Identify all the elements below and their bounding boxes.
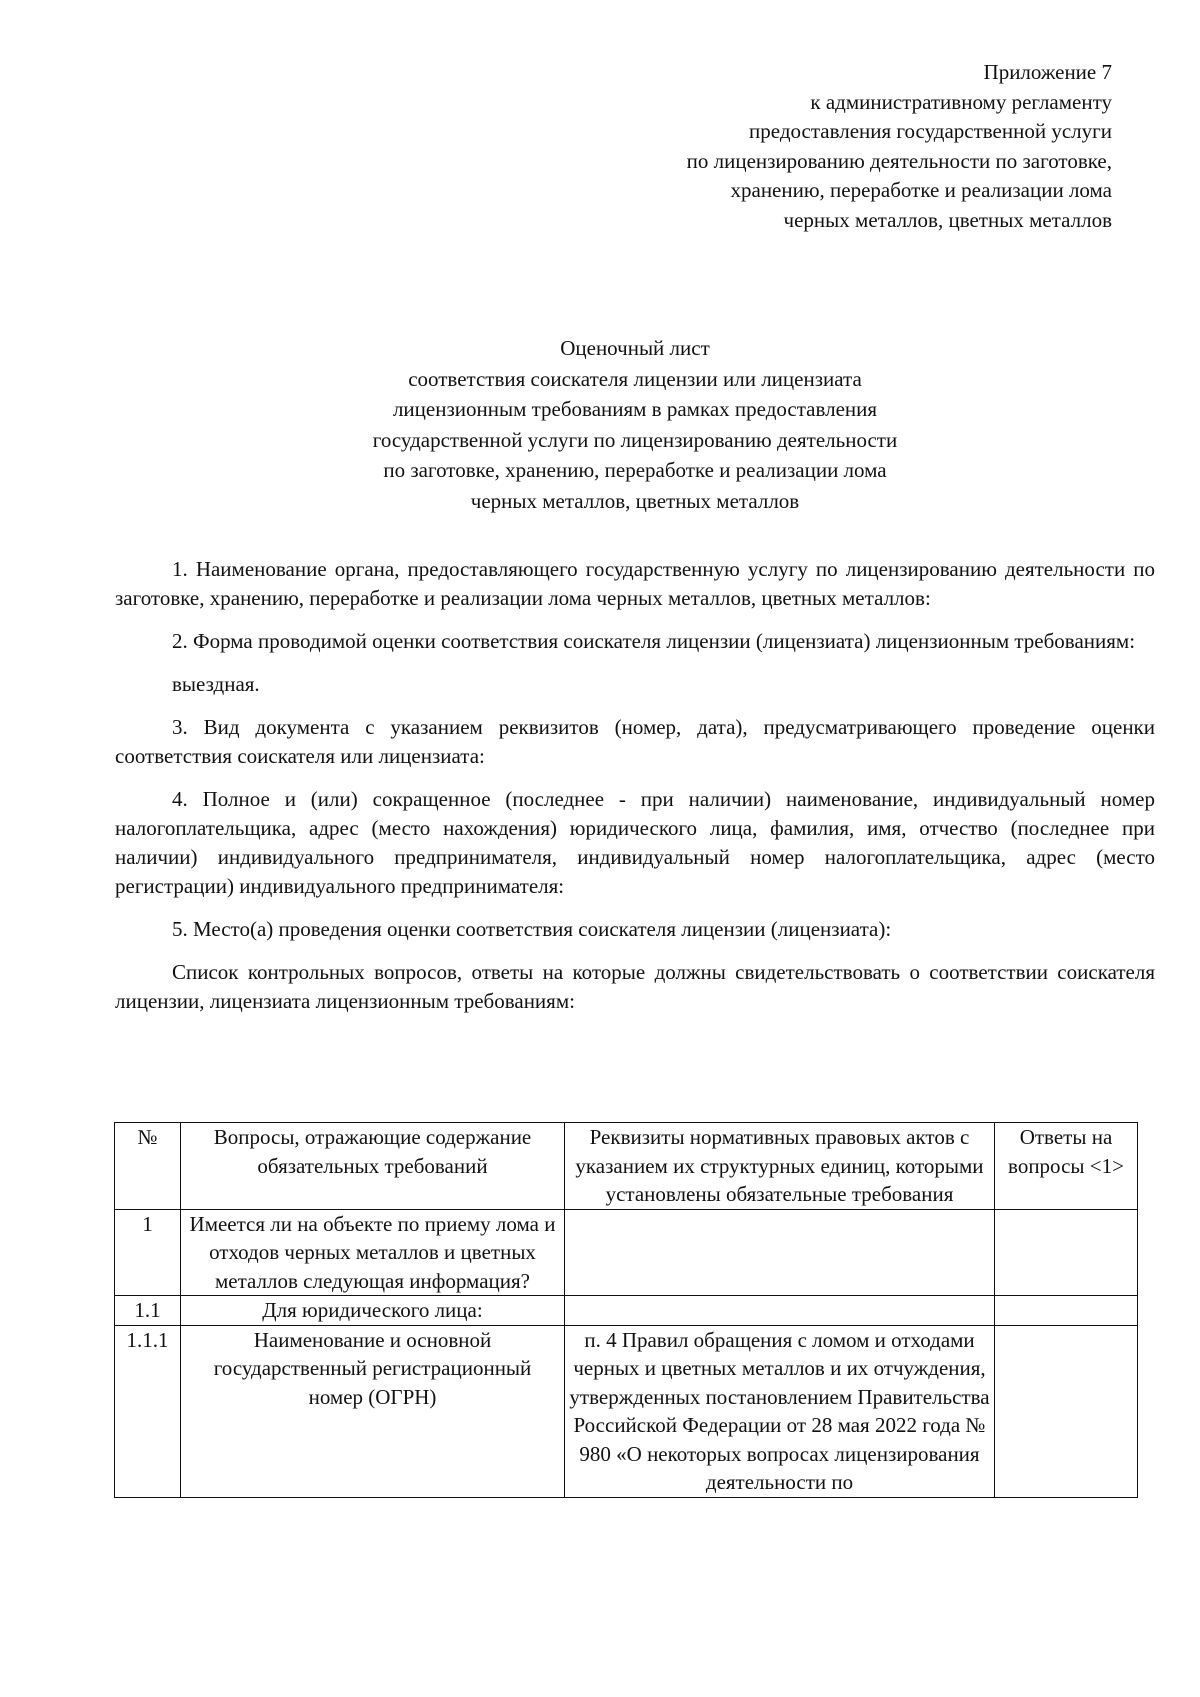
appendix-line: хранению, переработке и реализации лома <box>730 178 1112 203</box>
paragraph-document-type: 3. Вид документа с указанием реквизитов (номер, дата), предусматривающего проведение оценки соответствия соискателя или лицензиата: <box>115 715 1155 768</box>
appendix-line: по лицензированию деятельности по заготовке, <box>686 148 1112 173</box>
row-answer[interactable] <box>995 1296 1138 1326</box>
row-question: Имеется ли на объекте по приему лома и отходов черных металлов и цветных металлов следующая информация? <box>181 1209 565 1296</box>
header-requisites: Реквизиты нормативных правовых актов с указанием их структурных единиц, которыми установлены обязательные требования <box>565 1123 995 1210</box>
document-body <box>115 555 1155 1030</box>
row-requisites <box>565 1296 995 1326</box>
row-number: 1 <box>115 1209 181 1296</box>
row-number: 1.1.1 <box>115 1325 181 1497</box>
title-line: черных металлов, цветных металлов <box>470 488 800 513</box>
row-answer[interactable] <box>995 1325 1138 1497</box>
row-question: Наименование и основной государственный регистрационный номер (ОГРН) <box>181 1325 565 1497</box>
document-title <box>115 333 1155 517</box>
assessment-form-value: выездная. <box>172 672 260 696</box>
table-header-row <box>115 1123 1138 1210</box>
row-question: Для юридического лица: <box>181 1296 565 1326</box>
header-question: Вопросы, отражающие содержание обязательных требований <box>181 1123 565 1210</box>
table-row <box>115 1325 1138 1497</box>
title-line: соответствия соискателя лицензии или лицензиата <box>408 366 862 391</box>
row-requisites: п. 4 Правил обращения с ломом и отходами черных и цветных металлов и их отчуждения, утвержденных постановлением Правительства Российской Федерации от 28 мая 2022 года № 980 «О некоторых вопросах лицензирования деятельности по <box>565 1325 995 1497</box>
row-requisites <box>565 1209 995 1296</box>
title-line: государственной услуги по лицензированию деятельности <box>372 427 898 452</box>
row-number: 1.1 <box>115 1296 181 1326</box>
appendix-line: черных металлов, цветных металлов <box>783 207 1112 232</box>
title-line: Оценочный лист <box>560 336 710 360</box>
appendix-line: Приложение 7 <box>983 60 1112 84</box>
paragraph-assessment-place: 5. Место(а) проведения оценки соответствия соискателя лицензии (лицензиата): <box>172 917 892 941</box>
paragraph-question-list: Список контрольных вопросов, ответы на которые должны свидетельствовать о соответствии соискателя лицензии, лицензиата лицензионным требованиям: <box>115 960 1155 1013</box>
checklist-table <box>114 1122 1138 1498</box>
table-row <box>115 1209 1138 1296</box>
paragraph-assessment-form: 2. Форма проводимой оценки соответствия соискателя лицензии (лицензиата) лицензионным требованиям: <box>172 629 1136 653</box>
title-line: лицензионным требованиям в рамках предоставления <box>392 397 878 422</box>
header-answers: Ответы на вопросы <1> <box>995 1123 1138 1210</box>
appendix-header <box>492 58 1112 236</box>
paragraph-applicant-details: 4. Полное и (или) сокращенное (последнее - при наличии) наименование, индивидуальный номер налогоплательщика, адрес (место нахождения) юридического лица, фамилия, имя, отчество (последнее при наличии) индивидуального предпринимателя, индивидуальный номер налогоплательщика, адрес (место регистрации) индивидуального предпринимателя: <box>115 787 1155 898</box>
header-number: № <box>115 1123 181 1210</box>
title-line: по заготовке, хранению, переработке и реализации лома <box>383 458 887 483</box>
appendix-line: предоставления государственной услуги <box>749 119 1112 144</box>
paragraph-authority: 1. Наименование органа, предоставляющего государственную услугу по лицензированию деятельности по заготовке, хранению, переработке и реализации лома черных металлов, цветных металлов: <box>115 557 1155 610</box>
appendix-line: к административному регламенту <box>810 89 1112 114</box>
row-answer[interactable] <box>995 1209 1138 1296</box>
table-row <box>115 1296 1138 1326</box>
